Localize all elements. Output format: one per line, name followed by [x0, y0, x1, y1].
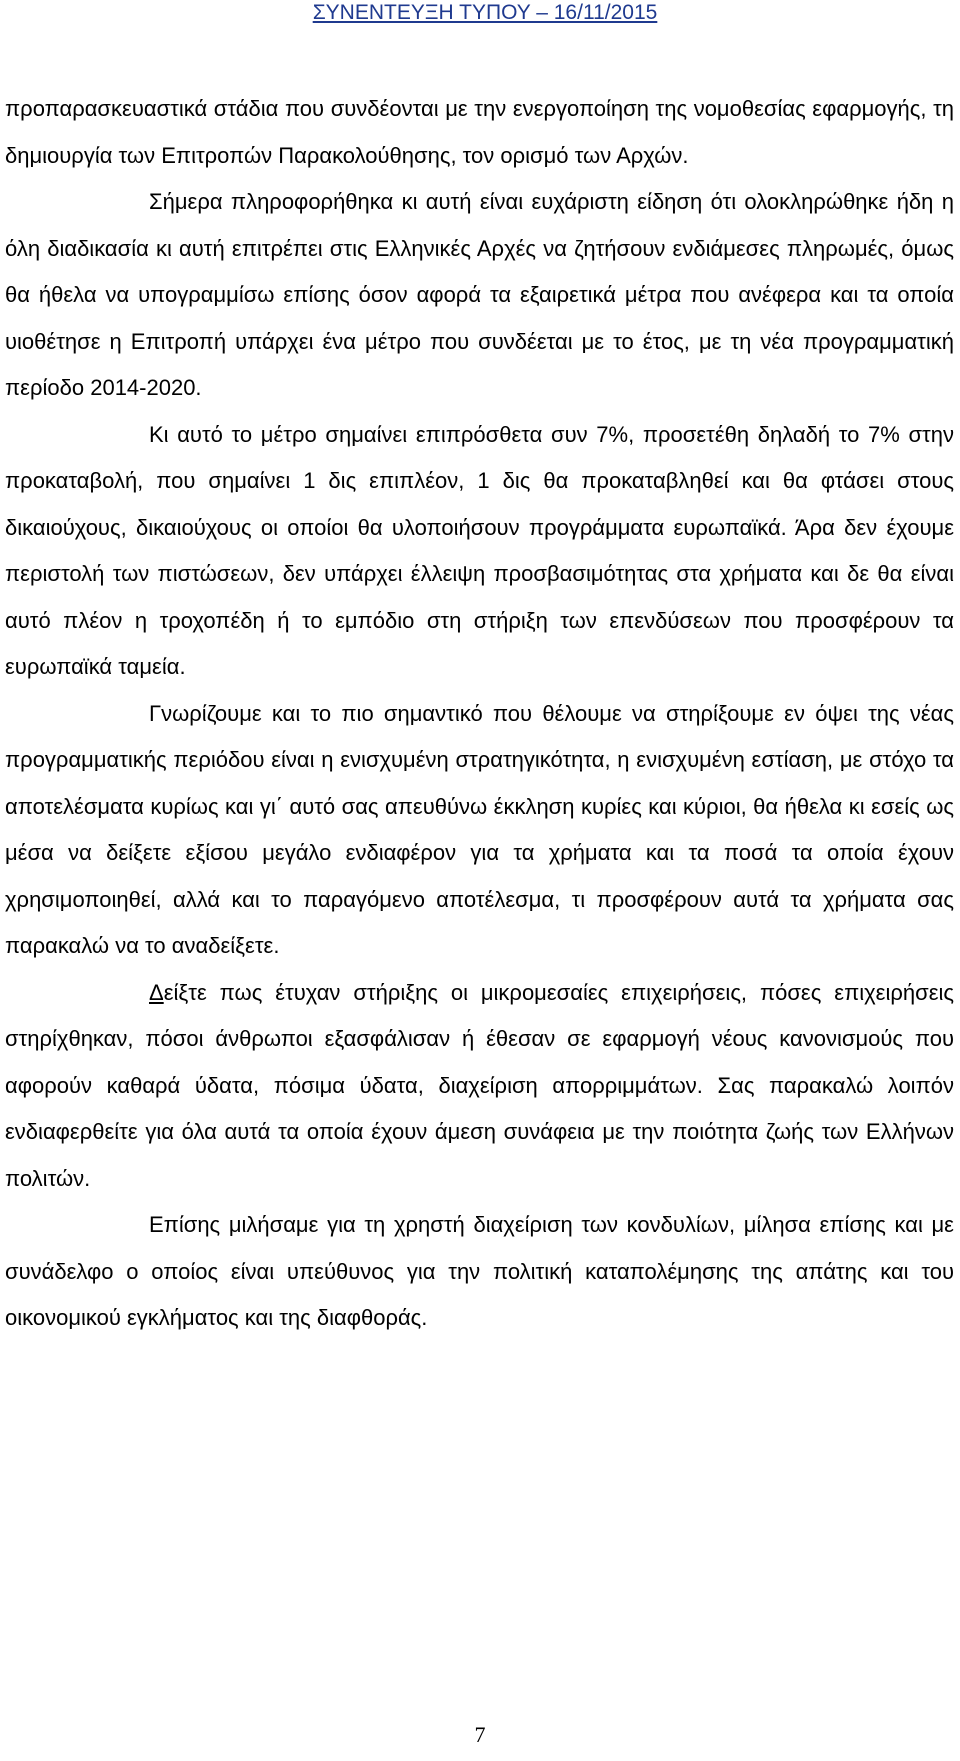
document-body: [5, 86, 954, 1342]
paragraph-5-initial: Δ: [149, 979, 164, 1005]
header-title: ΣΥΝΕΝΤΕΥΞΗ ΤΥΠΟΥ – 16/11/2015: [312, 1, 658, 24]
paragraph-2: Σήμερα πληροφορήθηκα κι αυτή είναι ευχάριστη είδηση ότι ολοκληρώθηκε ήδη η όλη διαδικασία κι αυτή επιτρέπει στις Ελληνικές Αρχές να ζητήσουν ενδιάμεσες πληρωμές, όμως θα ήθελα να υπογραμμίσω επίσης όσον αφορά τα εξαιρετικά μέτρα που ανέφερα και τα οποία υιοθέτησε η Επιτροπή υπάρχει ένα μέτρο που συνδέεται με το έτος, με τη νέα προγραμματική περίοδο 2014-2020.: [5, 189, 954, 400]
paragraph-1: προπαρασκευαστικά στάδια που συνδέονται με την ενεργοποίηση της νομοθεσίας εφαρμογής, τη δημιουργία των Επιτροπών Παρακολούθησης, τον ορισμό των Αρχών.: [5, 96, 954, 168]
page-header: [0, 0, 960, 26]
paragraph-4: Γνωρίζουμε και το πιο σημαντικό που θέλουμε να στηρίξουμε εν όψει της νέας προγραμματικής περιόδου είναι η ενισχυμένη στρατηγικότητα, η ενισχυμένη εστίαση, με στόχο τα αποτελέσματα κυρίως και γι΄ αυτό σας απευθύνω έκκληση κυρίες και κύριοι, θα ήθελα κι εσείς ως μέσα να δείξετε εξίσου μεγάλο ενδιαφέρον για τα χρήματα και τα ποσά τα οποία έχουν χρησιμοποιηθεί, αλλά και το παραγόμενο αποτέλεσμα, τι προσφέρουν αυτά τα χρήματα σας παρακαλώ να το αναδείξετε.: [5, 700, 954, 958]
paragraph-5-text: είξτε πως έτυχαν στήριξης οι μικρομεσαίες επιχειρήσεις, πόσες επιχειρήσεις στηρίχθηκαν, πόσοι άνθρωποι εξασφάλισαν ή έθεσαν σε εφαρμογή νέους κανονισμούς που αφορούν καθαρά ύδατα, πόσιμα ύδατα, διαχείριση απορριμμάτων. Σας παρακαλώ λοιπόν ενδιαφερθείτε για όλα αυτά τα οποία έχουν άμεση συνάφεια με την ποιότητα ζωής των Ελλήνων πολιτών.: [5, 979, 954, 1191]
paragraph-3: Κι αυτό το μέτρο σημαίνει επιπρόσθετα συν 7%, προσετέθη δηλαδή το 7% στην προκαταβολή, που σημαίνει 1 δις επιπλέον, 1 δις θα προκαταβληθεί και θα φτάσει στους δικαιούχους, δικαιούχους οι οποίοι θα υλοποιήσουν προγράμματα ευρωπαϊκά. Άρα δεν έχουμε περιστολή των πιστώσεων, δεν υπάρχει έλλειψη προσβασιμότητας στα χρήματα και δε θα είναι αυτό πλέον η τροχοπέδη ή το εμπόδιο στη στήριξη των επενδύσεων που προσφέρουν τα ευρωπαϊκά ταμεία.: [5, 421, 954, 679]
paragraph-6: Επίσης μιλήσαμε για τη χρηστή διαχείριση των κονδυλίων, μίλησα επίσης και με συνάδελφο ο οποίος είναι υπεύθυνος για την πολιτική καταπολέμησης της απάτης και του οικονομικού εγκλήματος και της διαφθοράς.: [5, 1212, 954, 1330]
page-number: 7: [474, 1722, 486, 1747]
paragraph-5: [5, 970, 954, 1203]
